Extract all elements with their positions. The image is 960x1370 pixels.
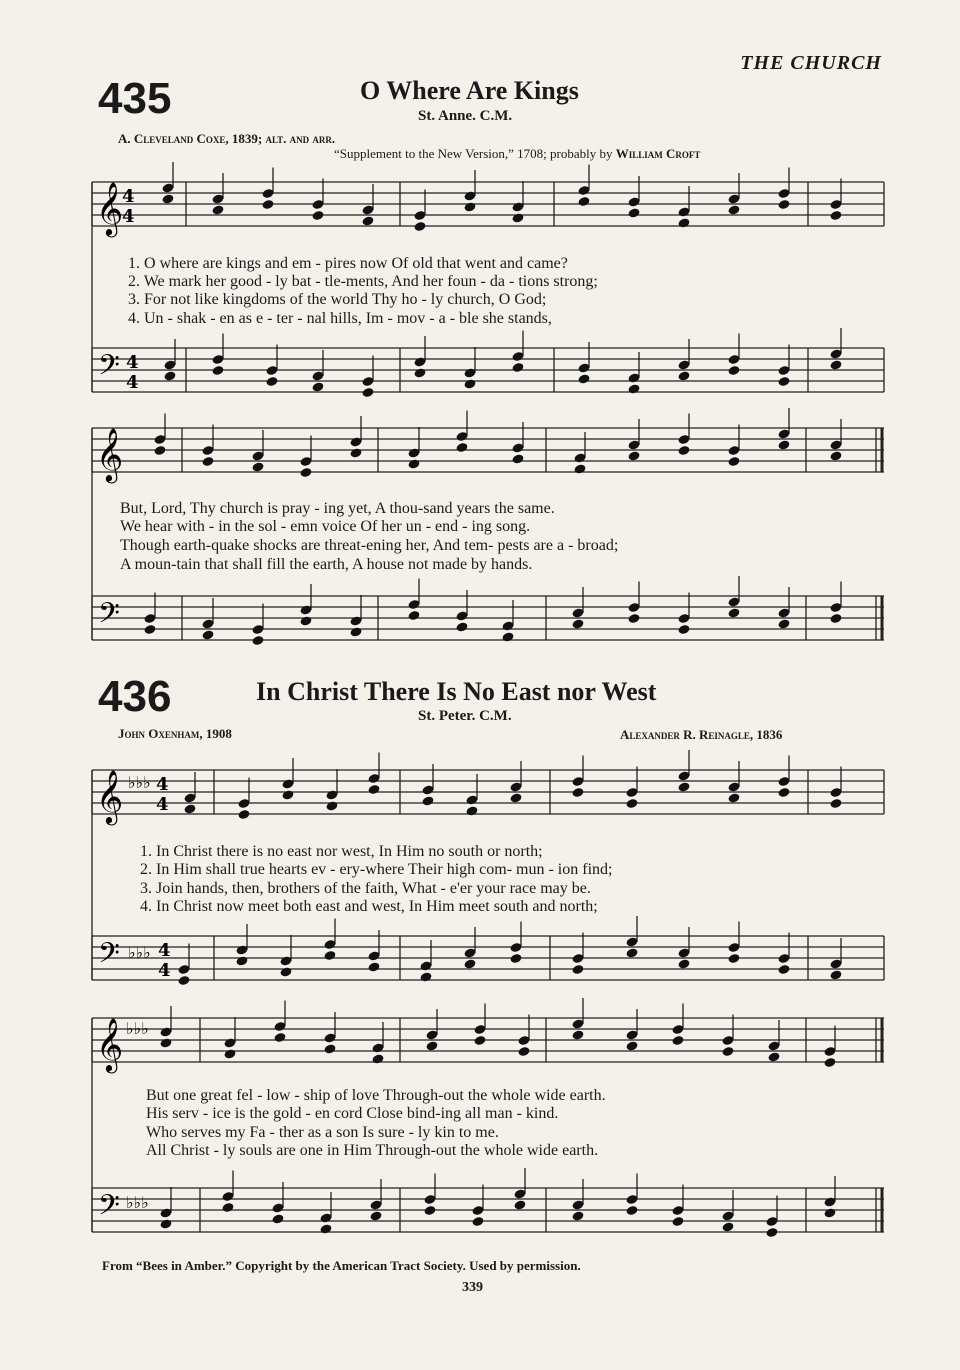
hymn-title: O Where Are Kings bbox=[360, 76, 579, 105]
note-head bbox=[325, 800, 338, 811]
note-head bbox=[323, 950, 336, 961]
note-head bbox=[349, 626, 362, 637]
lyric-line: 3. Join hands, then, brothers of the faith, What - e'er your race may be. bbox=[140, 880, 591, 897]
note-head bbox=[367, 784, 380, 795]
note-head bbox=[777, 964, 790, 975]
note-head bbox=[677, 445, 690, 456]
note-head bbox=[823, 1057, 836, 1068]
note-head bbox=[211, 365, 224, 376]
note-head bbox=[311, 381, 324, 392]
note-head bbox=[625, 798, 638, 809]
note-head bbox=[319, 1223, 332, 1234]
bass-staff-435-a bbox=[92, 348, 884, 392]
note-head bbox=[627, 207, 640, 218]
lyric-line: Though earth-quake shocks are threat-ening her, And tem- pests are a - broad; bbox=[120, 537, 619, 554]
flat-key-icon: ♭♭♭ bbox=[128, 945, 151, 962]
note-head bbox=[273, 1032, 286, 1043]
note-head bbox=[413, 367, 426, 378]
lyric-line: We hear with - in the sol - emn voice Of her un - end - ing song. bbox=[120, 518, 531, 535]
note-head bbox=[765, 1227, 778, 1238]
note-head bbox=[413, 221, 426, 232]
bass-staff-436-a bbox=[92, 936, 884, 980]
time-signature-icon: 4 bbox=[122, 186, 135, 207]
note-head bbox=[177, 975, 190, 986]
note-head bbox=[211, 204, 224, 215]
note-head bbox=[571, 1210, 584, 1221]
note-head bbox=[627, 450, 640, 461]
note-head bbox=[571, 618, 584, 629]
note-head bbox=[671, 1035, 684, 1046]
note-head bbox=[727, 953, 740, 964]
lyric-line: But one great fel - low - ship of love Through-out the whole wide earth. bbox=[146, 1087, 606, 1104]
note-head bbox=[161, 193, 174, 204]
note-head bbox=[183, 803, 196, 814]
note-head bbox=[625, 1205, 638, 1216]
section-heading: THE CHURCH bbox=[740, 52, 882, 74]
treble-staff-436-b bbox=[92, 1018, 884, 1062]
page-number: 339 bbox=[462, 1280, 483, 1295]
bass-clef-icon: 𝄢 bbox=[98, 937, 120, 977]
note-head bbox=[425, 1040, 438, 1051]
note-head bbox=[509, 792, 522, 803]
bass-staff-436-b bbox=[92, 1188, 884, 1232]
note-head bbox=[777, 439, 790, 450]
note-head bbox=[371, 1053, 384, 1064]
note-head bbox=[473, 1035, 486, 1046]
note-head bbox=[573, 463, 586, 474]
time-signature-icon: 4 bbox=[158, 940, 171, 961]
lyric-line: 2. We mark her good - ly bat - tle-ments, And her foun - da - tions strong; bbox=[128, 273, 598, 290]
note-head bbox=[571, 1029, 584, 1040]
time-signature-icon: 4 bbox=[122, 206, 135, 227]
note-head bbox=[455, 442, 468, 453]
note-head bbox=[571, 964, 584, 975]
lyric-line: 4. Un - shak - en as e - ter - nal hills, Im - mov - a - ble she stands, bbox=[128, 310, 552, 327]
hymn-number: 436 bbox=[98, 672, 172, 721]
note-head bbox=[677, 958, 690, 969]
note-head bbox=[513, 1199, 526, 1210]
note-head bbox=[727, 365, 740, 376]
bass-clef-icon: 𝄢 bbox=[98, 597, 120, 637]
copyright-footer: From “Bees in Amber.” Copyright by the American Tract Society. Used by permission. bbox=[102, 1258, 581, 1273]
author-name: A. Cleveland Coxe, 1839; alt. and arr. bbox=[118, 131, 336, 146]
note-head bbox=[509, 953, 522, 964]
note-head bbox=[237, 809, 250, 820]
note-head bbox=[777, 199, 790, 210]
lyric-line: 1. In Christ there is no east nor west, In Him no south or north; bbox=[140, 843, 543, 860]
composer-name: Alexander R. Reinagle, 1836 bbox=[620, 727, 783, 742]
flat-key-icon: ♭♭♭ bbox=[128, 775, 151, 792]
lyric-line: Who serves my Fa - ther as a son Is sure - ly kin to me. bbox=[146, 1124, 499, 1141]
tune-name: St. Anne. C.M. bbox=[418, 108, 513, 124]
note-head bbox=[829, 210, 842, 221]
note-head bbox=[677, 624, 690, 635]
note-head bbox=[361, 215, 374, 226]
bass-clef-icon: 𝄢 bbox=[98, 349, 120, 389]
treble-staff-436-a bbox=[92, 770, 884, 814]
note-head bbox=[463, 958, 476, 969]
note-head bbox=[829, 613, 842, 624]
note-head bbox=[265, 376, 278, 387]
note-head bbox=[299, 467, 312, 478]
hymn-title: In Christ There Is No East nor West bbox=[256, 677, 657, 706]
note-head bbox=[721, 1046, 734, 1057]
note-head bbox=[677, 370, 690, 381]
note-head bbox=[829, 359, 842, 370]
lyric-line: All Christ - ly souls are one in Him Through-out the whole wide earth. bbox=[146, 1142, 599, 1159]
note-head bbox=[677, 781, 690, 792]
note-head bbox=[367, 961, 380, 972]
note-head bbox=[777, 787, 790, 798]
note-head bbox=[299, 615, 312, 626]
note-head bbox=[323, 1043, 336, 1054]
note-head bbox=[465, 805, 478, 816]
lyric-line: His serv - ice is the gold - en cord Close bind-ing all man - kind. bbox=[146, 1105, 559, 1122]
note-head bbox=[627, 613, 640, 624]
note-head bbox=[369, 1210, 382, 1221]
note-head bbox=[407, 458, 420, 469]
tune-name: St. Peter. C.M. bbox=[418, 708, 512, 724]
time-signature-icon: 4 bbox=[126, 352, 139, 373]
composer-prefix: “Supplement to the New Version,” 1708; probably by bbox=[334, 146, 613, 161]
note-head bbox=[201, 629, 214, 640]
note-head bbox=[455, 621, 468, 632]
note-head bbox=[281, 789, 294, 800]
note-head bbox=[625, 1040, 638, 1051]
lyric-line: 3. For not like kingdoms of the world Thy ho - ly church, O God; bbox=[128, 291, 547, 308]
note-head bbox=[501, 631, 514, 642]
note-head bbox=[163, 370, 176, 381]
treble-clef-icon: 𝄞 bbox=[96, 769, 124, 823]
note-head bbox=[511, 212, 524, 223]
note-head bbox=[677, 217, 690, 228]
note-head bbox=[721, 1221, 734, 1232]
note-head bbox=[627, 383, 640, 394]
note-head bbox=[727, 204, 740, 215]
note-head bbox=[511, 362, 524, 373]
flat-key-icon: ♭♭♭ bbox=[126, 1195, 149, 1212]
composer-name: William Croft bbox=[615, 146, 701, 161]
note-head bbox=[407, 610, 420, 621]
time-signature-icon: 4 bbox=[126, 372, 139, 393]
time-signature-icon: 4 bbox=[156, 774, 169, 795]
note-head bbox=[777, 618, 790, 629]
author-name: John Oxenham, 1908 bbox=[118, 726, 232, 741]
note-head bbox=[261, 199, 274, 210]
treble-staff-435-a bbox=[92, 182, 884, 226]
note-head bbox=[471, 1216, 484, 1227]
note-head bbox=[511, 453, 524, 464]
bass-clef-icon: 𝄢 bbox=[98, 1189, 120, 1229]
note-head bbox=[311, 210, 324, 221]
lyric-line: But, Lord, Thy church is pray - ing yet, A thou-sand years the same. bbox=[120, 500, 555, 517]
note-head bbox=[727, 456, 740, 467]
note-head bbox=[571, 787, 584, 798]
note-head bbox=[153, 445, 166, 456]
hymn-number: 435 bbox=[98, 74, 172, 123]
lyric-line: A moun-tain that shall fill the earth, A house not made by hands. bbox=[120, 556, 533, 573]
note-head bbox=[463, 201, 476, 212]
note-head bbox=[577, 373, 590, 384]
note-head bbox=[727, 792, 740, 803]
note-head bbox=[235, 955, 248, 966]
treble-clef-icon: 𝄞 bbox=[96, 427, 124, 481]
lyric-line: 2. In Him shall true hearts ev - ery-where Their high com- mun - ion find; bbox=[140, 861, 613, 878]
note-head bbox=[671, 1216, 684, 1227]
treble-clef-icon: 𝄞 bbox=[96, 181, 124, 235]
note-head bbox=[159, 1218, 172, 1229]
treble-clef-icon: 𝄞 bbox=[96, 1017, 124, 1071]
note-head bbox=[349, 447, 362, 458]
note-head bbox=[271, 1213, 284, 1224]
composer-credit bbox=[620, 727, 782, 743]
flat-key-icon: ♭♭♭ bbox=[126, 1021, 149, 1038]
note-head bbox=[361, 387, 374, 398]
lyric-line: 4. In Christ now meet both east and west, In Him meet south and north; bbox=[140, 898, 598, 915]
note-head bbox=[201, 456, 214, 467]
note-head bbox=[463, 378, 476, 389]
note-head bbox=[419, 971, 432, 982]
note-head bbox=[421, 795, 434, 806]
note-head bbox=[251, 635, 264, 646]
lyric-line: 1. O where are kings and em - pires now Of old that went and came? bbox=[128, 255, 568, 272]
note-head bbox=[159, 1037, 172, 1048]
note-head bbox=[829, 798, 842, 809]
note-head bbox=[823, 1207, 836, 1218]
note-head bbox=[223, 1048, 236, 1059]
note-head bbox=[625, 947, 638, 958]
note-head bbox=[777, 376, 790, 387]
note-head bbox=[727, 607, 740, 618]
time-signature-icon: 4 bbox=[158, 960, 171, 981]
note-head bbox=[517, 1046, 530, 1057]
note-head bbox=[279, 966, 292, 977]
note-head bbox=[423, 1205, 436, 1216]
time-signature-icon: 4 bbox=[156, 794, 169, 815]
note-head bbox=[251, 461, 264, 472]
note-head bbox=[577, 196, 590, 207]
note-head bbox=[143, 624, 156, 635]
note-head bbox=[829, 450, 842, 461]
note-head bbox=[767, 1051, 780, 1062]
author-credit bbox=[118, 726, 232, 742]
note-head bbox=[829, 969, 842, 980]
note-head bbox=[221, 1202, 234, 1213]
